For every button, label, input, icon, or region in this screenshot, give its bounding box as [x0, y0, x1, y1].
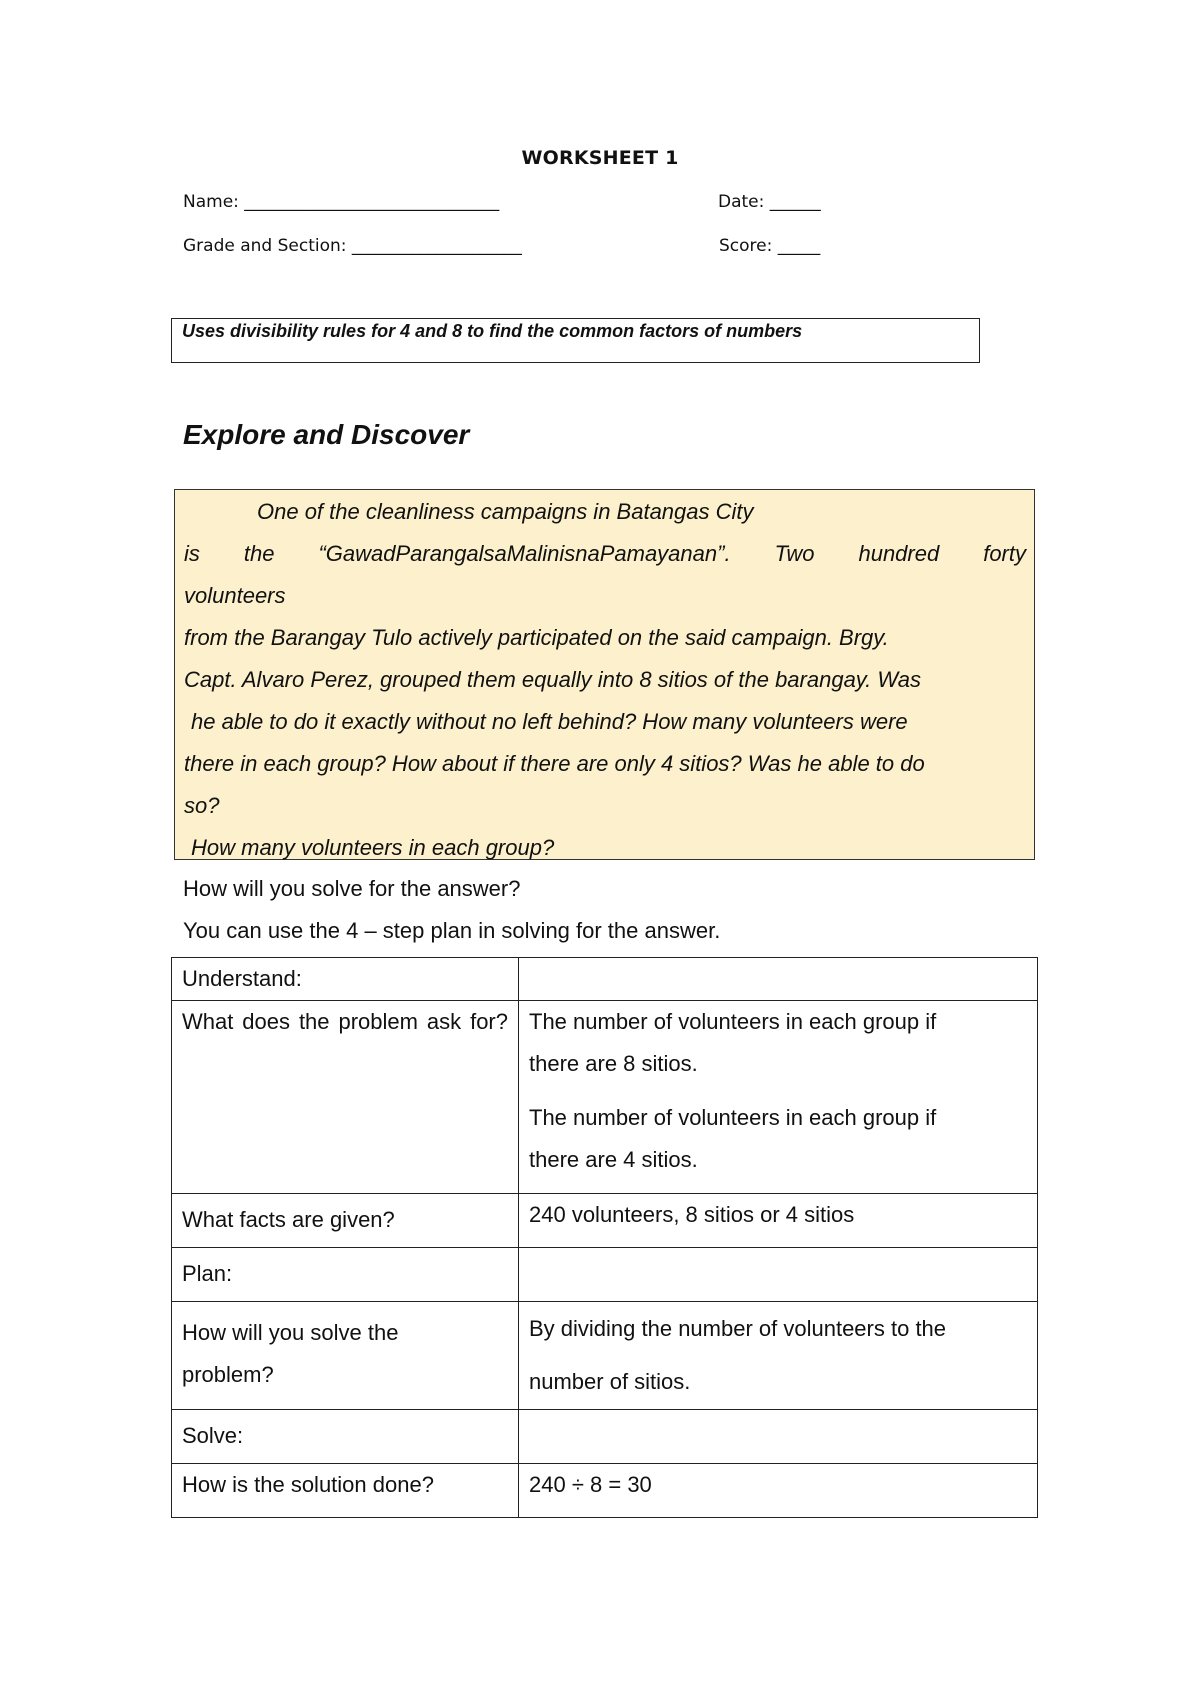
table-cell: Plan: — [172, 1248, 519, 1302]
section-heading: Explore and Discover — [183, 419, 470, 450]
story-line: volunteers — [184, 583, 286, 608]
table-row — [172, 1410, 1038, 1464]
table-row — [172, 1194, 1038, 1248]
story-line: so? — [184, 793, 220, 818]
table-row — [172, 1001, 1038, 1194]
table-row — [172, 1248, 1038, 1302]
story-line: there in each group? How about if there are only 4 sitios? Was he able to do — [184, 751, 925, 776]
name-field: Name: ______________________________ — [183, 192, 500, 212]
table-cell — [519, 1248, 1038, 1302]
story-line: How many volunteers in each group? — [191, 835, 555, 860]
solve-prompt: How will you solve for the answer? — [183, 876, 521, 901]
story-line: Capt. Alvaro Perez, grouped them equally into 8 sitios of the barangay. Was — [184, 667, 921, 692]
how-answer: By dividing the number of volunteers to the number of sitios. — [529, 1316, 947, 1394]
objective-text: Uses divisibility rules for 4 and 8 to find the common factors of numbers — [182, 321, 803, 341]
table-cell: Understand: — [172, 958, 519, 1001]
table-row — [172, 1464, 1038, 1518]
table-cell: How is the solution done? — [172, 1464, 519, 1518]
table-row — [172, 1302, 1038, 1410]
table-cell — [519, 1410, 1038, 1464]
worksheet-title: WORKSHEET 1 — [521, 147, 679, 169]
ask-answer-1: The number of volunteers in each group if there are 8 sitios. — [529, 1009, 937, 1076]
date-field: Date: ______ — [718, 192, 821, 212]
ask-answer-2: The number of volunteers in each group if there are 4 sitios. — [529, 1105, 937, 1172]
table-cell: Solve: — [172, 1410, 519, 1464]
grade-section-field: Grade and Section: ____________________ — [183, 236, 522, 256]
objective-box — [171, 318, 980, 363]
story-line: One of the cleanliness campaigns in Batangas City — [257, 499, 754, 524]
table-cell: What facts are given? — [172, 1194, 519, 1248]
ask-question: What does the problem ask for? — [182, 1009, 508, 1034]
story-line: from the Barangay Tulo actively participated on the said campaign. Brgy. — [184, 625, 889, 650]
four-step-prompt: You can use the 4 – step plan in solving for the answer. — [183, 918, 721, 943]
four-step-plan-table — [171, 957, 1038, 1518]
table-cell — [519, 1302, 1038, 1410]
table-cell: 240 ÷ 8 = 30 — [519, 1464, 1038, 1518]
table-row — [172, 958, 1038, 1001]
table-cell — [172, 1302, 519, 1410]
table-cell: 240 volunteers, 8 sitios or 4 sitios — [519, 1194, 1038, 1248]
score-field: Score: _____ — [719, 236, 821, 256]
story-box — [174, 489, 1035, 860]
how-question: How will you solve the problem? — [182, 1320, 399, 1387]
table-cell — [172, 1001, 519, 1194]
story-line: he able to do it exactly without no left behind? How many volunteers were — [191, 709, 908, 734]
table-cell — [519, 958, 1038, 1001]
story-line: is the “GawadParangalsaMalinisnaPamayanan”. Two hundred forty — [184, 541, 1026, 566]
table-cell — [519, 1001, 1038, 1194]
